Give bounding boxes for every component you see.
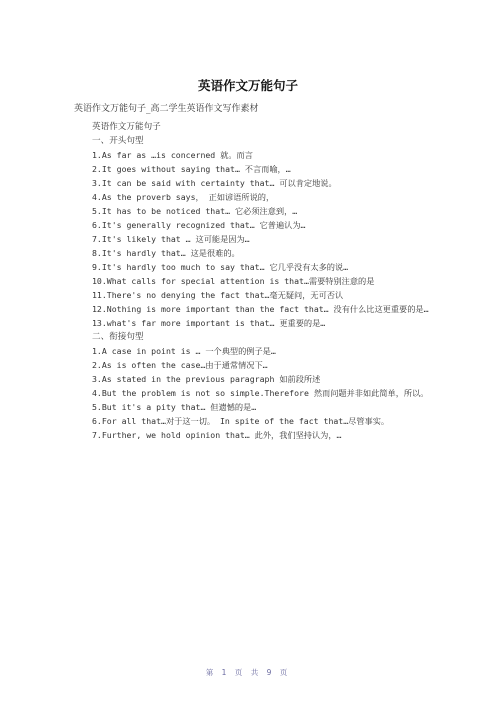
list-item: 11.There's no denying the fact that…毫无疑问，无可否认: [92, 290, 344, 300]
section-heading: 英语作文万能句子: [92, 122, 161, 132]
list-item: 7.Further, we hold opinion that… 此外，我们坚持认为，…: [92, 430, 342, 440]
body-text: [74, 120, 434, 442]
list-item: 3.It can be said with certainty that… 可以肯定地说。: [92, 178, 337, 188]
list-item: 5.But it's a pity that… 但遗憾的是…: [92, 402, 257, 412]
list-item: 7.It's likely that … 这可能是因为…: [92, 234, 250, 244]
list-item: 10.What calls for special attention is that…需要特别注意的是: [92, 276, 375, 286]
page-footer: 第 1 页 共 9 页: [205, 668, 291, 677]
list-item: 3.As stated in the previous paragraph 如前段所述: [92, 374, 321, 384]
document-subtitle: 英语作文万能句子_高二学生英语作文写作素材: [74, 104, 259, 114]
list-item: 5.It has to be noticed that… 它必须注意到，…: [92, 206, 298, 216]
list-item: 6.It's generally recognized that… 它普遍认为…: [92, 220, 306, 230]
section-heading: 二、衔接句型: [92, 332, 144, 342]
list-item: 4.As the proverb says， 正如谚语所说的，: [92, 192, 275, 202]
list-item: 1.As far as …is concerned 就。而言: [92, 150, 253, 160]
list-item: 2.It goes without saying that… 不言而喻，…: [92, 164, 291, 174]
list-item: 1.A case in point is … 一个典型的例子是…: [92, 346, 276, 356]
list-item: 6.For all that…对于这一切。 In spite of the fact that…尽管事实。: [92, 416, 390, 426]
section-heading: 一、开头句型: [92, 136, 144, 146]
page-title: 英语作文万能句子: [197, 78, 298, 93]
list-item: 13.what's far more important is that… 更重要的是…: [92, 318, 326, 328]
list-item: 9.It's hardly too much to say that… 它几乎没有太多的说…: [92, 262, 349, 272]
list-item: 2.As is often the case…由于通常情况下…: [92, 360, 268, 370]
list-item: 12.Nothing is more important than the fact that… 没有什么比这更重要的是…: [92, 304, 429, 314]
list-item: 8.It's hardly that… 这是很难的。: [92, 248, 240, 258]
list-item: 4.But the problem is not so simple.Therefore 然而问题并非如此简单，所以。: [92, 388, 429, 398]
